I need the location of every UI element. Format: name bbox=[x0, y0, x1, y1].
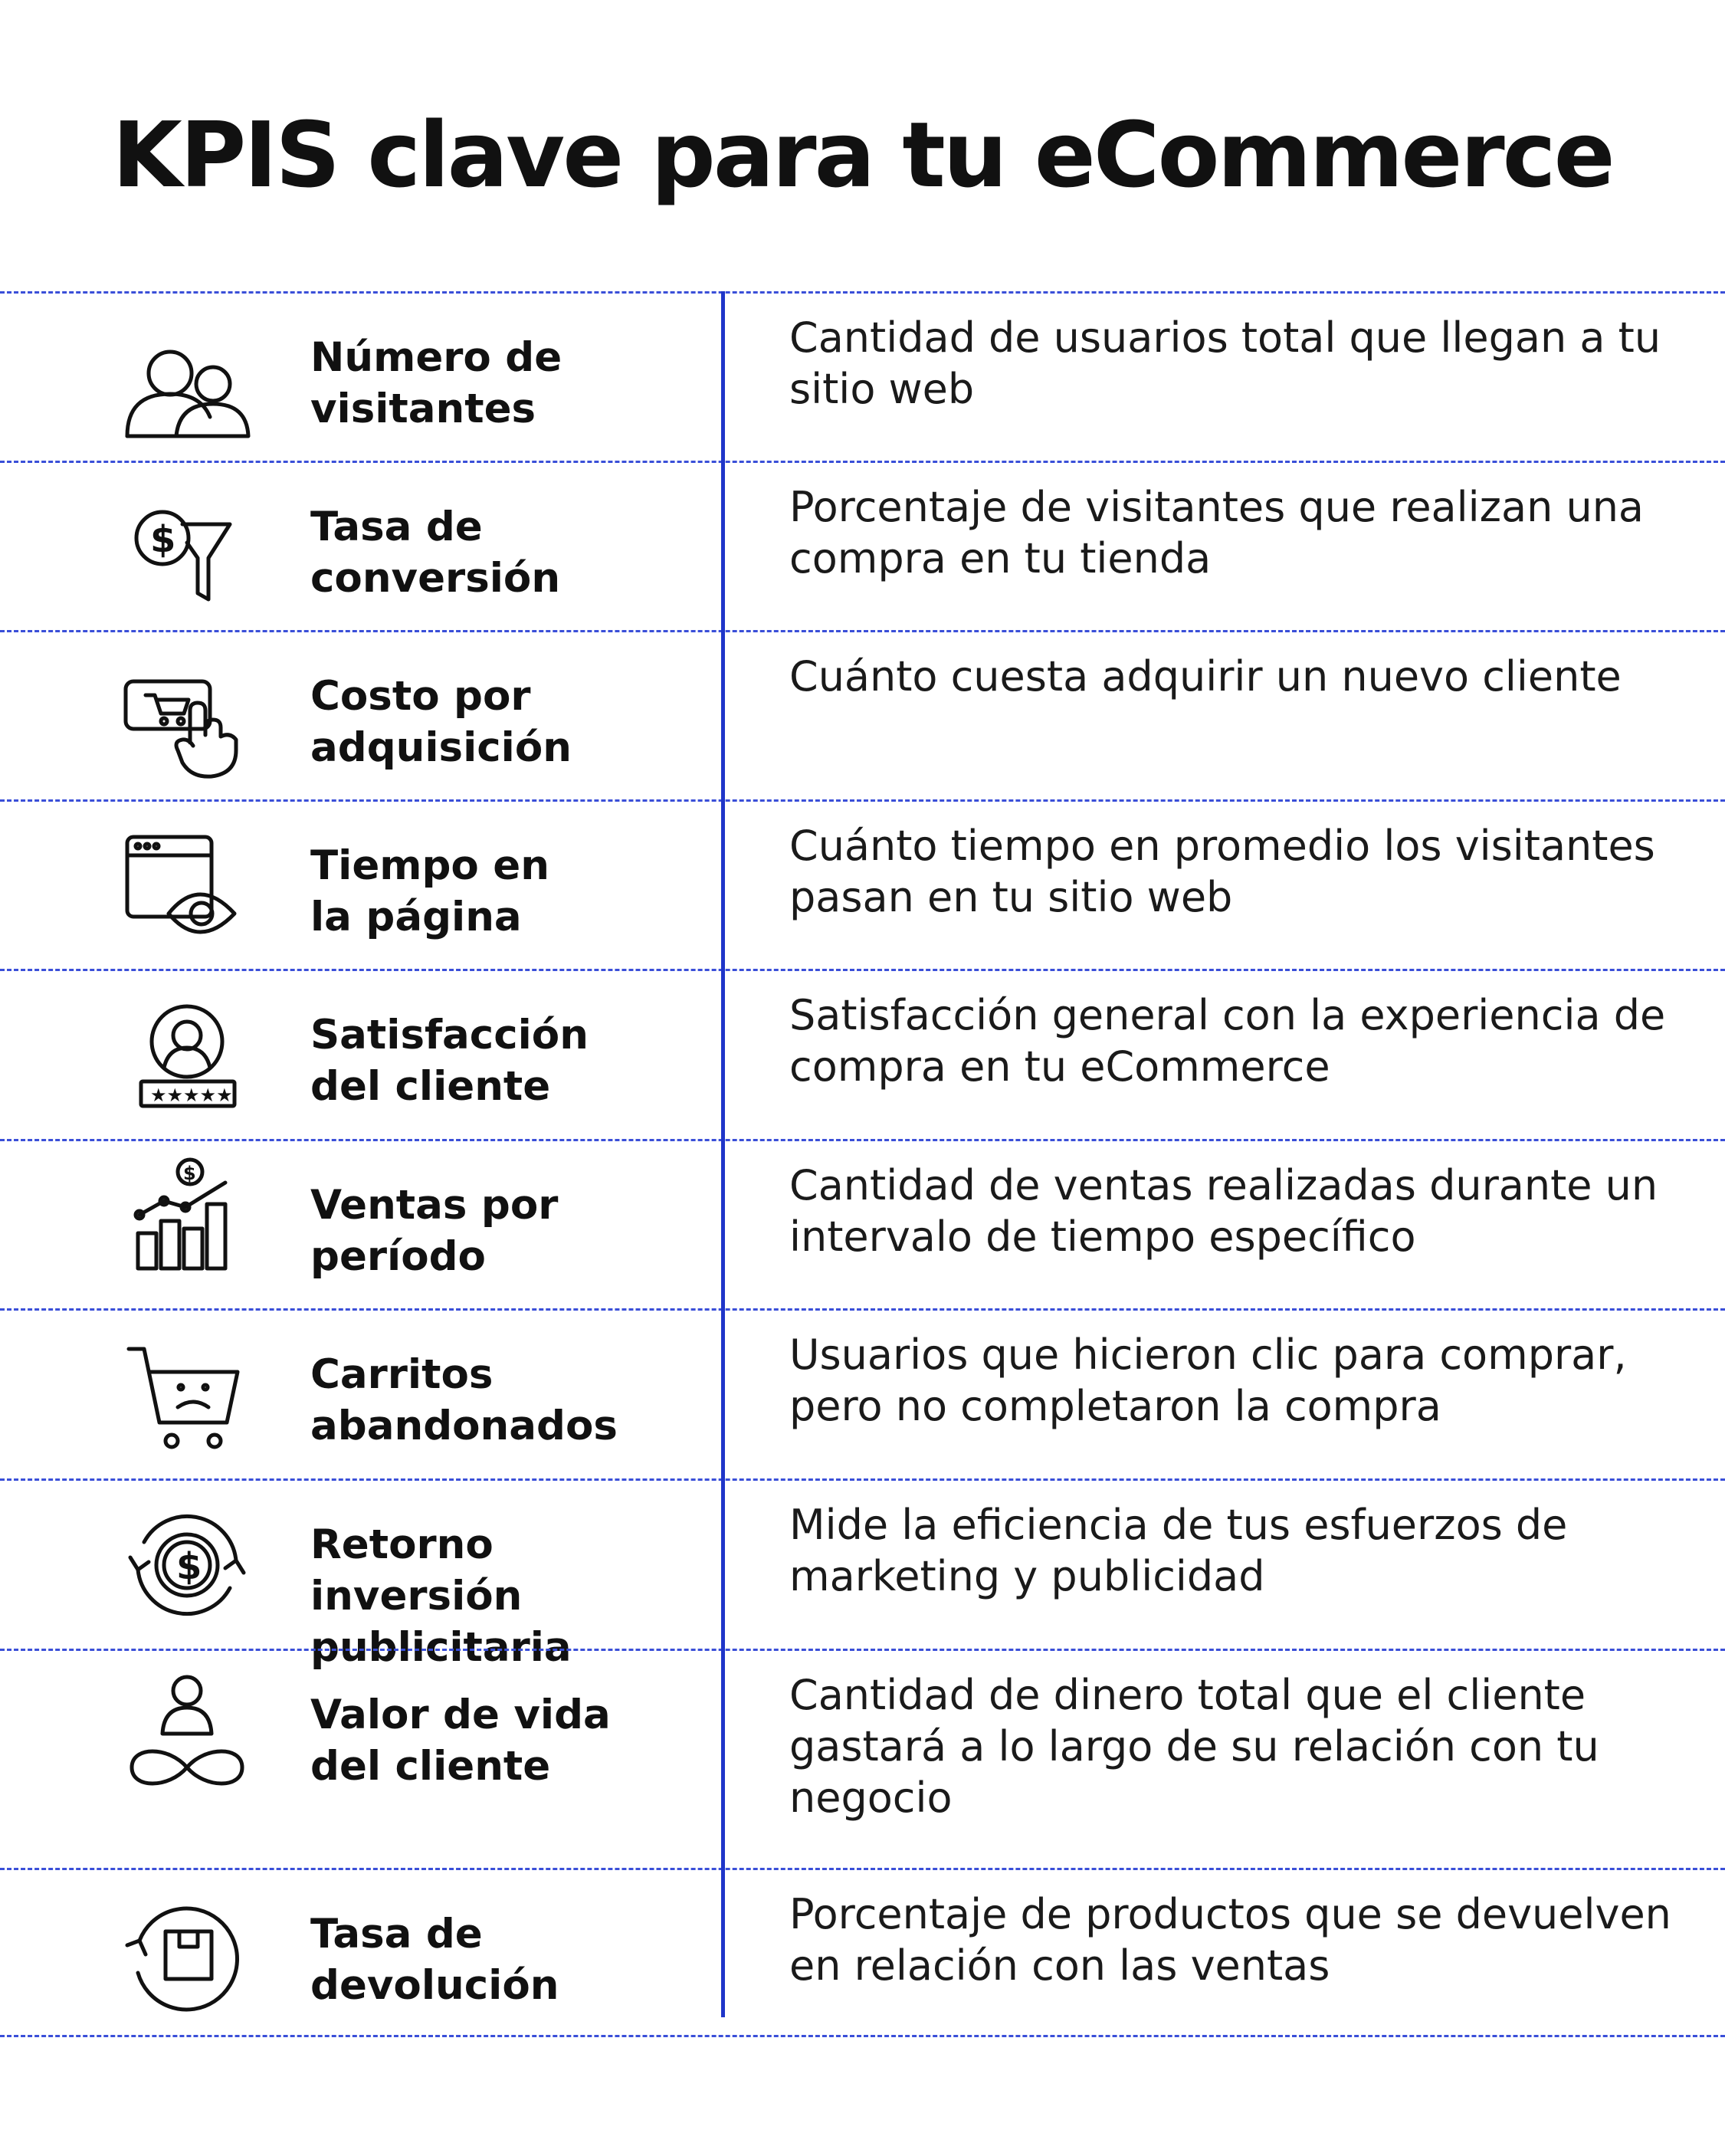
kpi-description: Mide la eficiencia de tus esfuerzos de marketing y publicidad bbox=[789, 1501, 1568, 1600]
kpi-row bbox=[0, 1478, 1725, 1671]
kpi-description: Satisfacción general con la experiencia de compra en tu eCommerce bbox=[789, 991, 1666, 1091]
browser-eye-icon bbox=[123, 829, 253, 944]
conversion-funnel-icon bbox=[123, 494, 253, 609]
kpi-name: Ventas por período bbox=[310, 1182, 559, 1280]
svg-text:$: $ bbox=[183, 1163, 196, 1184]
page-title: KPIS clave para tu eCommerce bbox=[112, 102, 1613, 208]
return-box-icon bbox=[123, 1899, 253, 2014]
kpi-description: Porcentaje de visitantes que realizan una compra en tu tienda bbox=[789, 483, 1645, 582]
kpi-name: Tasa de devolución bbox=[310, 1911, 559, 2009]
kpi-description: Cuánto tiempo en promedio los visitantes pasan en tu sitio web bbox=[789, 822, 1655, 921]
cart-click-icon bbox=[123, 666, 253, 781]
kpi-description: Porcentaje de productos que se devuelven en relación con las ventas bbox=[789, 1890, 1671, 1990]
lifetime-value-icon bbox=[123, 1672, 253, 1787]
kpi-table bbox=[0, 291, 1725, 2037]
kpi-name: Satisfacción del cliente bbox=[310, 1012, 589, 1110]
kpi-name: Costo por adquisición bbox=[310, 673, 572, 771]
dollar-cycle-icon bbox=[123, 1508, 253, 1623]
visitors-icon bbox=[123, 336, 253, 451]
kpi-row bbox=[0, 461, 1725, 630]
kpi-row bbox=[0, 799, 1725, 969]
kpi-row bbox=[0, 1649, 1725, 1868]
kpi-row bbox=[0, 630, 1725, 799]
customer-rating-icon bbox=[123, 1002, 253, 1117]
kpi-description: Cantidad de usuarios total que llegan a tu sitio web bbox=[789, 313, 1661, 413]
kpi-description: Cantidad de ventas realizadas durante un intervalo de tiempo específico bbox=[789, 1161, 1658, 1261]
sales-chart-icon bbox=[123, 1157, 253, 1272]
svg-text:$: $ bbox=[150, 518, 176, 561]
kpi-row bbox=[0, 1139, 1725, 1308]
kpi-name: Retorno inversión publicitaria bbox=[310, 1521, 572, 1671]
svg-text:$: $ bbox=[176, 1545, 202, 1588]
kpi-description: Usuarios que hicieron clic para comprar, pero no completaron la compra bbox=[789, 1331, 1627, 1430]
kpi-name: Tasa de conversión bbox=[310, 504, 561, 602]
kpi-name: Número de visitantes bbox=[310, 334, 562, 432]
kpi-row bbox=[0, 1308, 1725, 1478]
kpi-description: Cantidad de dinero total que el cliente gastará a lo largo de su relación con tu negocio bbox=[789, 1671, 1599, 1822]
kpi-row bbox=[0, 1868, 1725, 2037]
sad-cart-icon bbox=[123, 1343, 253, 1458]
kpi-name: Valor de vida del cliente bbox=[310, 1692, 611, 1790]
kpi-row bbox=[0, 291, 1725, 461]
column-divider bbox=[721, 291, 725, 2017]
kpi-name: Tiempo en la página bbox=[310, 842, 549, 940]
kpi-row bbox=[0, 969, 1725, 1139]
kpi-description: Cuánto cuesta adquirir un nuevo cliente bbox=[789, 652, 1622, 701]
kpi-name: Carritos abandonados bbox=[310, 1351, 618, 1449]
svg-text:★★★★★: ★★★★★ bbox=[150, 1085, 233, 1106]
